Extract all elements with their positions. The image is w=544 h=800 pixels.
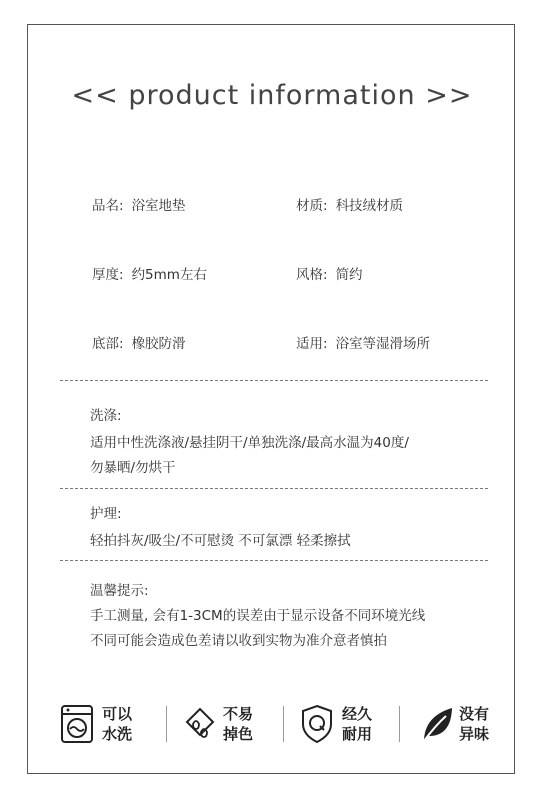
notice-line: 不同可能会造成色差请以收到实物为准介意者慎拍 — [90, 633, 387, 649]
feature-separator — [283, 706, 284, 742]
spec-value: 科技绒材质 — [335, 198, 404, 214]
leaf-icon — [421, 704, 455, 744]
feature-separator — [399, 706, 400, 742]
spec-label: 品名: — [92, 198, 124, 214]
spec-value: 简约 — [335, 267, 363, 283]
notice-title: 温馨提示: — [90, 583, 149, 599]
washing-line: 勿暴晒/勿烘干 — [90, 460, 176, 476]
spec-value: 橡胶防滑 — [131, 336, 186, 352]
spec-label: 厚度: — [92, 267, 124, 283]
care-title: 护理: — [90, 506, 122, 522]
care-line: 轻拍抖灰/吸尘/不可慰烫 不可氯漂 轻柔擦拭 — [90, 533, 351, 549]
feature-text: 水洗 — [102, 725, 133, 743]
washing-machine-icon — [60, 704, 94, 744]
spec-value: 浴室地垫 — [131, 198, 186, 214]
feature-text: 经久 — [342, 705, 373, 723]
feature-separator — [166, 706, 167, 742]
notice-line: 手工测量, 会有1-3CM的误差由于显示设备不同环境光线 — [90, 608, 426, 624]
spec-label: 底部: — [92, 336, 124, 352]
feature-text: 可以 — [102, 705, 133, 723]
feature-washable — [60, 700, 165, 750]
spec-style — [296, 263, 363, 283]
quality-shield-icon — [300, 704, 334, 744]
page-title: << product information >> — [71, 80, 473, 111]
feature-colorfast — [183, 700, 288, 750]
spec-label: 适用: — [296, 336, 328, 352]
page-frame — [27, 24, 515, 774]
spec-label: 风格: — [296, 267, 328, 283]
feature-text: 没有 — [459, 705, 490, 723]
feature-text: 耐用 — [342, 725, 373, 743]
dashed-divider — [60, 560, 488, 561]
spec-value: 浴室等湿滑场所 — [335, 336, 431, 352]
dashed-divider — [60, 380, 488, 381]
washing-title: 洗涤: — [90, 408, 122, 424]
spec-material — [296, 194, 403, 214]
color-drop-icon — [183, 704, 217, 744]
spec-thickness — [92, 263, 207, 283]
spec-name — [92, 194, 186, 214]
feature-text: 掉色 — [223, 725, 254, 743]
spec-bottom — [92, 332, 186, 352]
spec-value: 约5mm左右 — [131, 267, 207, 283]
feature-text: 异味 — [459, 725, 490, 743]
feature-text: 不易 — [223, 705, 254, 723]
feature-odorless — [421, 700, 501, 750]
spec-usage — [296, 332, 430, 352]
spec-label: 材质: — [296, 198, 328, 214]
washing-line: 适用中性洗涤液/悬挂阴干/单独洗涤/最高水温为40度/ — [90, 435, 409, 451]
feature-durable — [300, 700, 400, 750]
dashed-divider — [60, 488, 488, 489]
